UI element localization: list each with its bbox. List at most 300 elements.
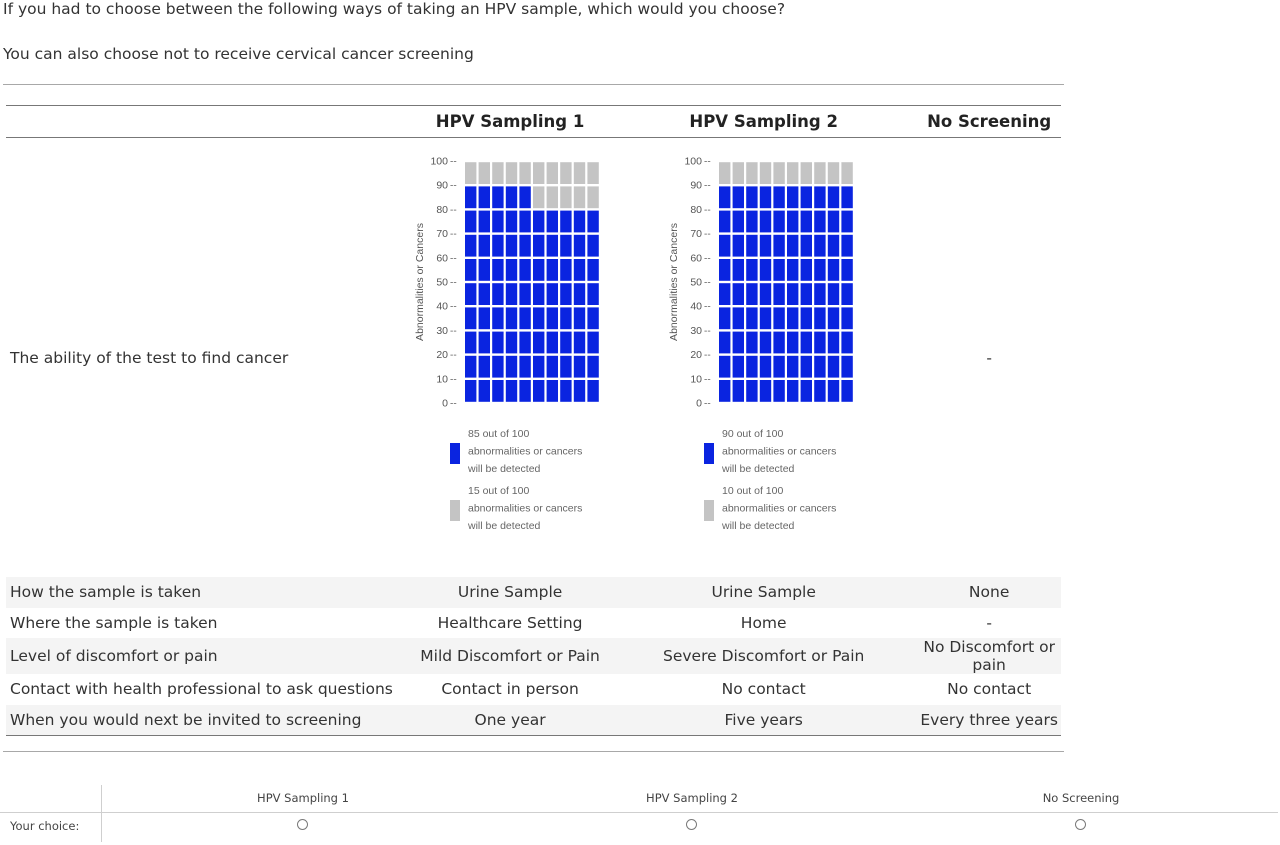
icon-cell <box>841 186 852 208</box>
icon-cell <box>560 186 571 208</box>
icon-cell <box>814 210 825 232</box>
icon-cell <box>773 210 784 232</box>
attribute-row <box>6 638 1061 674</box>
tick-label: 10 <box>690 372 702 385</box>
icon-cell <box>519 283 530 305</box>
icon-cell <box>519 307 530 329</box>
divider-top <box>3 84 1064 85</box>
icon-cell <box>560 355 571 377</box>
icon-cell <box>773 380 784 402</box>
attribute-value: Urine Sample <box>610 577 917 608</box>
legend-text: 85 out of 100 <box>468 427 530 440</box>
tick-label: 80 <box>690 203 702 216</box>
attribute-label: When you would next be invited to screening <box>6 705 410 736</box>
ability-row <box>6 138 1061 578</box>
icon-cell <box>533 259 544 281</box>
attribute-value: Severe Discomfort or Pain <box>610 638 917 674</box>
icon-cell <box>746 259 757 281</box>
icon-cell <box>519 210 530 232</box>
icon-cell <box>587 355 598 377</box>
icon-cell <box>719 210 730 232</box>
icon-cell <box>800 380 811 402</box>
icon-cell <box>574 186 585 208</box>
icon-cell <box>773 234 784 256</box>
chart-cell-2 <box>610 138 917 578</box>
icon-cell <box>814 380 825 402</box>
icon-cell <box>574 259 585 281</box>
chart-cell-1 <box>410 138 610 578</box>
icon-cell <box>465 307 476 329</box>
icon-cell <box>506 210 517 232</box>
icon-cell <box>732 162 743 184</box>
legend-text: will be detected <box>721 519 795 532</box>
icon-cell <box>533 210 544 232</box>
icon-cell <box>814 283 825 305</box>
icon-cell <box>746 307 757 329</box>
icon-cell <box>533 283 544 305</box>
icon-cell <box>827 259 838 281</box>
icon-cell <box>587 307 598 329</box>
choice-header-hpv-sampling-1: HPV Sampling 1 <box>257 791 349 805</box>
icon-cell <box>814 234 825 256</box>
icon-cell <box>787 162 798 184</box>
y-axis-label: Abnormalities or Cancers <box>414 222 427 341</box>
icon-cell <box>787 307 798 329</box>
icon-cell <box>759 162 770 184</box>
attribute-label: Where the sample is taken <box>10 613 218 632</box>
icon-cell <box>533 380 544 402</box>
icon-cell <box>759 355 770 377</box>
icon-cell <box>519 355 530 377</box>
attribute-row <box>6 674 1061 705</box>
icon-cell <box>800 186 811 208</box>
icon-cell <box>547 259 558 281</box>
icon-cell <box>492 210 503 232</box>
icon-cell <box>533 307 544 329</box>
legend-swatch <box>704 443 714 464</box>
tick-mark: -- <box>450 301 457 313</box>
icon-cell <box>719 380 730 402</box>
icon-cell <box>533 355 544 377</box>
icon-cell <box>800 234 811 256</box>
icon-cell <box>800 307 811 329</box>
legend-text: abnormalities or cancers <box>721 502 837 514</box>
icon-cell <box>814 331 825 353</box>
icon-cell <box>560 210 571 232</box>
tick-mark: -- <box>703 349 711 361</box>
icon-cell <box>574 355 585 377</box>
icon-cell <box>547 307 558 329</box>
icon-cell <box>465 162 476 184</box>
tick-label: 70 <box>436 227 449 240</box>
icon-cell <box>574 380 585 402</box>
icon-cell <box>800 210 811 232</box>
icon-cell <box>732 331 743 353</box>
icon-cell <box>719 283 730 305</box>
icon-cell <box>587 283 598 305</box>
tick-label: 30 <box>436 324 449 337</box>
icon-cell <box>732 307 743 329</box>
icon-cell <box>841 234 852 256</box>
icon-cell <box>465 355 476 377</box>
icon-cell <box>587 331 598 353</box>
choice-header-hpv-sampling-2: HPV Sampling 2 <box>646 791 738 805</box>
question-subtext: You can also choose not to receive cervical cancer screening <box>3 45 474 63</box>
tick-label: 100 <box>684 155 702 167</box>
icon-cell <box>787 283 798 305</box>
icon-cell <box>759 186 770 208</box>
radio-no-screening[interactable] <box>1075 819 1086 830</box>
icon-cell <box>841 162 852 184</box>
icon-cell <box>519 331 530 353</box>
icon-cell <box>800 331 811 353</box>
icon-cell <box>827 307 838 329</box>
tick-label: 20 <box>690 348 702 361</box>
icon-cell <box>506 355 517 377</box>
header-hpv-sampling-1: HPV Sampling 1 <box>410 106 610 138</box>
tick-label: 80 <box>436 203 449 216</box>
icon-cell <box>759 259 770 281</box>
icon-cell <box>506 162 517 184</box>
icon-cell <box>587 162 598 184</box>
chart-svg-1 <box>410 146 610 566</box>
icon-cell <box>519 162 530 184</box>
icon-cell <box>465 259 476 281</box>
choice-header-no-screening: No Screening <box>1042 791 1120 805</box>
tick-mark: -- <box>703 277 711 288</box>
icon-cell <box>773 259 784 281</box>
attribute-value: - <box>986 613 992 632</box>
icon-cell <box>533 162 544 184</box>
icon-cell <box>547 380 558 402</box>
icon-cell <box>560 259 571 281</box>
icon-cell <box>814 259 825 281</box>
legend-text: abnormalities or cancers <box>468 445 583 457</box>
icon-cell <box>746 283 757 305</box>
icon-cell <box>719 162 730 184</box>
tick-mark: -- <box>450 325 457 337</box>
icon-cell <box>773 283 784 305</box>
icon-cell <box>465 234 476 256</box>
icon-cell <box>814 355 825 377</box>
icon-cell <box>841 331 852 353</box>
icon-cell <box>800 283 811 305</box>
icon-cell <box>746 162 757 184</box>
legend-text: will be detected <box>468 519 541 532</box>
tick-label: 40 <box>690 300 702 313</box>
icon-cell <box>787 259 798 281</box>
attribute-value: Home <box>740 613 787 632</box>
icon-cell <box>746 380 757 402</box>
radio-hpv-sampling-2[interactable] <box>686 819 697 830</box>
icon-cell <box>827 283 838 305</box>
attribute-label: How the sample is taken <box>6 577 410 608</box>
icon-cell <box>574 307 585 329</box>
tick-mark: -- <box>450 277 457 288</box>
icon-cell <box>547 210 558 232</box>
icon-cell <box>465 210 476 232</box>
icon-cell <box>547 234 558 256</box>
icon-cell <box>587 210 598 232</box>
chart-hpv-sampling-1 <box>410 146 610 566</box>
icon-cell <box>533 186 544 208</box>
tick-label: 100 <box>430 155 449 167</box>
icon-cell <box>787 331 798 353</box>
choice-grid-divider <box>101 785 102 842</box>
icon-cell <box>759 331 770 353</box>
tick-mark: -- <box>450 204 457 216</box>
attribute-value: One year <box>410 705 610 736</box>
ability-label: The ability of the test to find cancer <box>10 348 289 367</box>
icon-cell <box>773 162 784 184</box>
tick-label: 30 <box>690 324 702 337</box>
header-row <box>6 106 1061 138</box>
icon-cell <box>841 355 852 377</box>
icon-cell <box>732 259 743 281</box>
icon-cell <box>519 234 530 256</box>
attribute-value: No contact <box>721 680 806 699</box>
icon-cell <box>547 283 558 305</box>
icon-cell <box>587 186 598 208</box>
tick-mark: -- <box>450 349 457 361</box>
icon-cell <box>560 234 571 256</box>
icon-cell <box>506 234 517 256</box>
icon-cell <box>841 259 852 281</box>
tick-mark: -- <box>450 156 457 167</box>
icon-cell <box>465 283 476 305</box>
icon-cell <box>506 186 517 208</box>
tick-mark: -- <box>703 228 711 240</box>
legend-swatch <box>704 500 714 521</box>
icon-cell <box>479 380 490 402</box>
icon-cell <box>814 162 825 184</box>
tick-mark: -- <box>703 398 711 409</box>
tick-mark: -- <box>450 398 457 409</box>
tick-mark: -- <box>703 180 711 192</box>
icon-cell <box>787 186 798 208</box>
icon-cell <box>827 380 838 402</box>
legend-text: will be detected <box>468 462 541 475</box>
attribute-value: No Discomfort or pain <box>917 638 1061 674</box>
icon-cell <box>587 380 598 402</box>
attribute-row <box>6 705 1061 736</box>
attribute-value: Mild Discomfort or Pain <box>410 638 610 674</box>
icon-cell <box>827 186 838 208</box>
icon-cell <box>732 210 743 232</box>
icon-cell <box>547 355 558 377</box>
legend-swatch <box>450 443 460 464</box>
icon-cell <box>492 355 503 377</box>
question-text: If you had to choose between the following ways of taking an HPV sample, which would you choose? <box>3 0 786 18</box>
tick-mark: -- <box>450 373 457 385</box>
icon-cell <box>560 331 571 353</box>
attribute-value: Every three years <box>917 705 1061 736</box>
icon-cell <box>587 259 598 281</box>
icon-cell <box>787 210 798 232</box>
icon-cell <box>492 380 503 402</box>
icon-cell <box>827 162 838 184</box>
icon-cell <box>759 283 770 305</box>
tick-mark: -- <box>450 252 457 264</box>
legend-text: 90 out of 100 <box>721 427 783 440</box>
icon-cell <box>506 331 517 353</box>
tick-mark: -- <box>703 325 711 337</box>
icon-cell <box>479 186 490 208</box>
radio-hpv-sampling-1[interactable] <box>297 819 308 830</box>
icon-cell <box>719 355 730 377</box>
icon-cell <box>465 186 476 208</box>
tick-label: 20 <box>436 348 449 361</box>
icon-cell <box>465 331 476 353</box>
icon-cell <box>533 234 544 256</box>
attribute-label: Contact with health professional to ask questions <box>10 680 393 699</box>
icon-cell <box>519 380 530 402</box>
attribute-row <box>6 577 1061 608</box>
ability-no-screening: - <box>986 348 992 367</box>
icon-cell <box>574 283 585 305</box>
tick-label: 70 <box>690 227 702 240</box>
icon-cell <box>547 331 558 353</box>
legend-text: abnormalities or cancers <box>468 502 583 514</box>
attribute-row <box>6 608 1061 639</box>
icon-cell <box>719 234 730 256</box>
icon-cell <box>587 234 598 256</box>
icon-cell <box>759 307 770 329</box>
icon-cell <box>506 380 517 402</box>
icon-cell <box>773 186 784 208</box>
tick-label: 90 <box>690 179 702 192</box>
icon-cell <box>492 259 503 281</box>
icon-cell <box>560 380 571 402</box>
icon-cell <box>800 259 811 281</box>
icon-cell <box>746 355 757 377</box>
icon-cell <box>519 259 530 281</box>
icon-cell <box>506 259 517 281</box>
icon-cell <box>492 307 503 329</box>
icon-cell <box>533 331 544 353</box>
header-no-screening: No Screening <box>917 106 1061 138</box>
icon-cell <box>479 234 490 256</box>
icon-cell <box>492 162 503 184</box>
icon-cell <box>732 186 743 208</box>
attribute-value: Contact in person <box>441 680 579 699</box>
icon-cell <box>719 331 730 353</box>
icon-cell <box>746 331 757 353</box>
tick-mark: -- <box>703 204 711 216</box>
icon-cell <box>506 283 517 305</box>
icon-cell <box>759 234 770 256</box>
tick-label: 0 <box>442 397 449 409</box>
tick-mark: -- <box>703 252 711 264</box>
attribute-value: Urine Sample <box>410 577 610 608</box>
icon-cell <box>547 162 558 184</box>
icon-cell <box>506 307 517 329</box>
icon-cell <box>841 210 852 232</box>
icon-cell <box>827 355 838 377</box>
icon-cell <box>732 234 743 256</box>
icon-cell <box>787 234 798 256</box>
icon-cell <box>574 234 585 256</box>
icon-cell <box>560 283 571 305</box>
chart-svg-2 <box>664 146 864 566</box>
icon-cell <box>479 210 490 232</box>
icon-cell <box>841 380 852 402</box>
attribute-value: None <box>917 577 1061 608</box>
icon-cell <box>574 331 585 353</box>
chart-hpv-sampling-2 <box>664 146 864 566</box>
icon-cell <box>814 186 825 208</box>
icon-cell <box>746 210 757 232</box>
header-empty <box>6 106 410 138</box>
icon-cell <box>773 355 784 377</box>
icon-cell <box>465 380 476 402</box>
icon-cell <box>479 259 490 281</box>
legend-swatch <box>450 500 460 521</box>
attribute-label: Level of discomfort or pain <box>6 638 410 674</box>
icon-cell <box>492 283 503 305</box>
divider-bottom <box>3 751 1064 752</box>
icon-cell <box>574 210 585 232</box>
tick-label: 50 <box>690 276 702 288</box>
icon-cell <box>800 162 811 184</box>
header-hpv-sampling-2: HPV Sampling 2 <box>610 106 917 138</box>
tick-label: 40 <box>436 300 449 313</box>
icon-cell <box>732 355 743 377</box>
icon-cell <box>479 162 490 184</box>
icon-cell <box>800 355 811 377</box>
icon-cell <box>479 355 490 377</box>
legend-text: will be detected <box>721 462 795 475</box>
icon-cell <box>479 283 490 305</box>
attribute-value: Five years <box>610 705 917 736</box>
icon-cell <box>827 234 838 256</box>
icon-cell <box>574 162 585 184</box>
icon-cell <box>547 186 558 208</box>
your-choice-label: Your choice: <box>10 819 80 833</box>
tick-mark: -- <box>450 228 457 240</box>
icon-cell <box>719 307 730 329</box>
icon-cell <box>773 331 784 353</box>
tick-label: 60 <box>436 251 449 264</box>
tick-mark: -- <box>703 156 711 167</box>
legend-text: abnormalities or cancers <box>721 445 837 457</box>
icon-cell <box>492 234 503 256</box>
choice-table <box>6 105 1061 736</box>
tick-label: 10 <box>436 372 449 385</box>
icon-cell <box>732 380 743 402</box>
icon-cell <box>479 307 490 329</box>
icon-cell <box>759 210 770 232</box>
icon-cell <box>773 307 784 329</box>
icon-cell <box>492 186 503 208</box>
tick-label: 0 <box>695 397 702 409</box>
legend-text: 15 out of 100 <box>468 484 530 497</box>
icon-cell <box>560 307 571 329</box>
icon-cell <box>841 283 852 305</box>
y-axis-label: Abnormalities or Cancers <box>667 222 680 341</box>
icon-cell <box>492 331 503 353</box>
icon-cell <box>759 380 770 402</box>
icon-cell <box>732 283 743 305</box>
icon-cell <box>787 355 798 377</box>
icon-cell <box>479 331 490 353</box>
tick-mark: -- <box>703 373 711 385</box>
tick-label: 90 <box>436 179 449 192</box>
icon-cell <box>519 186 530 208</box>
attribute-value: No contact <box>947 680 1032 699</box>
icon-cell <box>814 307 825 329</box>
icon-cell <box>787 380 798 402</box>
